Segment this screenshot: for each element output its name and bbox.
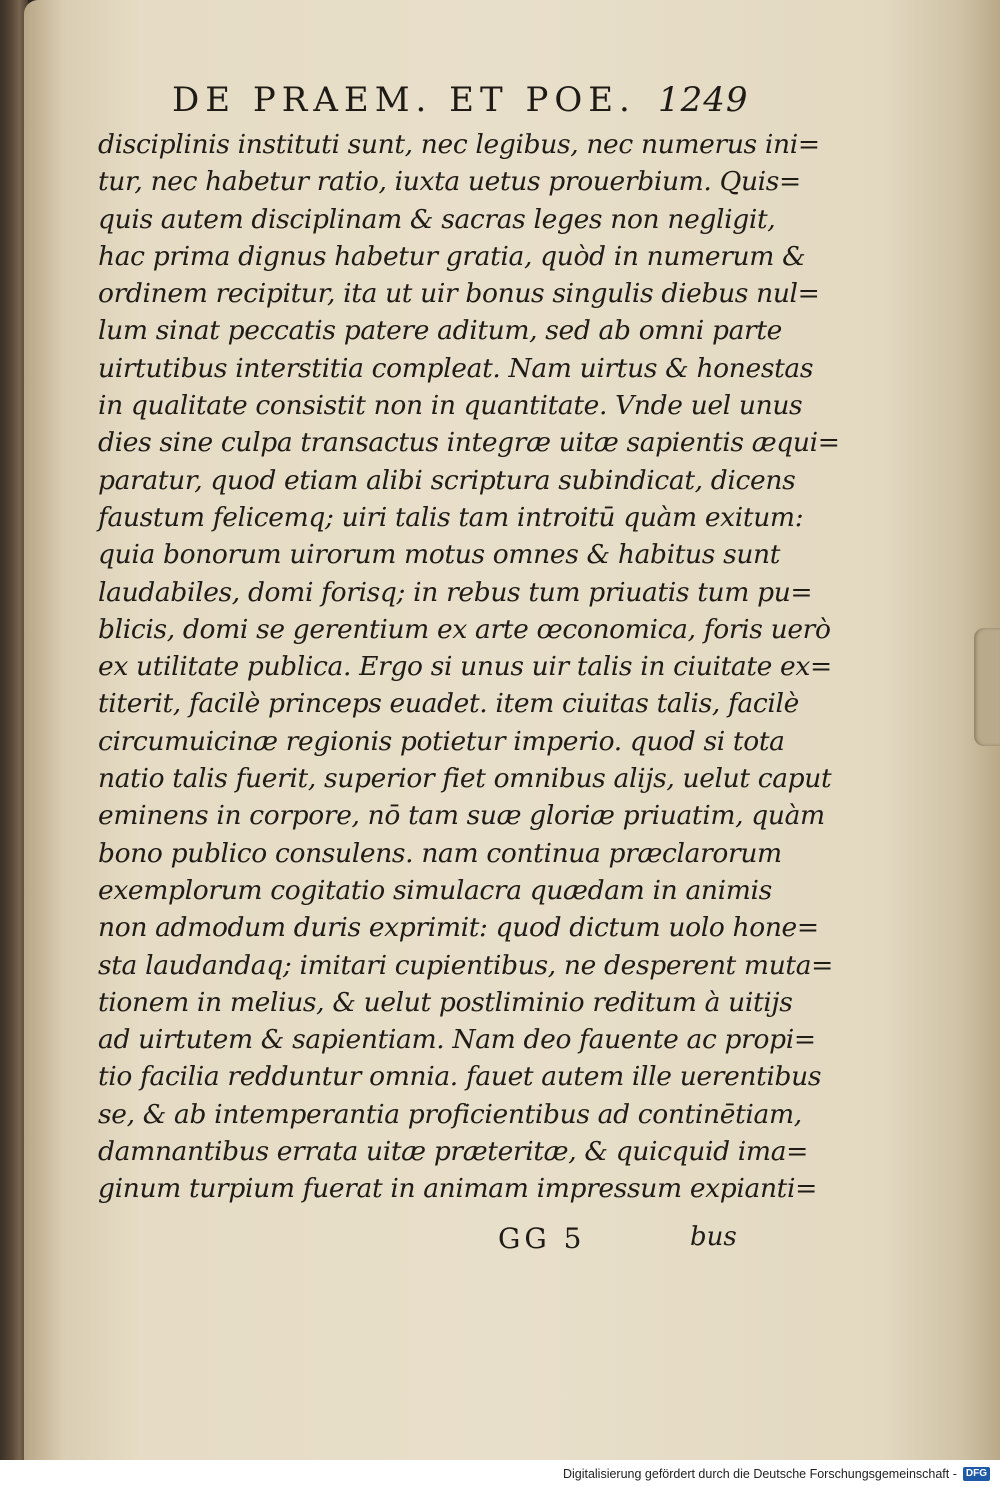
text-line: ex utilitate publica. Ergo si unus uir talis in ciuitate ex=: [98, 651, 832, 683]
text-line: circumuicinæ regionis potietur imperio. quod si tota: [98, 725, 785, 757]
text-line: paratur, quod etiam alibi scriptura subindicat, dicens: [98, 464, 796, 496]
text-line: tionem in melius, & uelut postliminio reditum à uitijs: [98, 986, 793, 1018]
funding-credit: [563, 1465, 990, 1483]
text-line: se, & ab intemperantia proficientibus ad continētiam,: [98, 1098, 802, 1130]
text-line: dies sine culpa transactus integræ uitæ sapientis æqui=: [98, 427, 840, 459]
text-line: ginum turpium fuerat in animam impressum expianti=: [98, 1173, 817, 1205]
text-line: non admodum duris exprimit: quod dictum uolo hone=: [98, 912, 819, 944]
text-line: exemplorum cogitatio simulacra quædam in animis: [98, 874, 772, 906]
text-line: lum sinat peccatis patere aditum, sed ab omni parte: [98, 315, 782, 347]
credit-text: Digitalisierung gefördert durch die Deutsche Forschungsgemeinschaft -: [562, 1467, 957, 1481]
text-line: laudabiles, domi forisq; in rebus tum priuatis tum pu=: [98, 576, 813, 608]
running-head: [150, 80, 770, 120]
text-line: natio talis fuerit, superior fiet omnibus alijs, uelut caput: [98, 763, 832, 795]
page-edge-fold: [974, 628, 1000, 746]
text-line: ad uirtutem & sapientiam. Nam deo fauente ac propi=: [98, 1024, 816, 1056]
text-line: tur, nec habetur ratio, iuxta uetus prouerbium. Quis=: [98, 166, 801, 198]
text-line: uirtutibus interstitia compleat. Nam uirtus & honestas: [98, 352, 814, 384]
text-line: tio facilia redduntur omnia. fauet autem ille uerentibus: [98, 1061, 822, 1093]
page-number: 1249: [658, 80, 749, 120]
text-line: in qualitate consistit non in quantitate. Vnde uel unus: [98, 390, 803, 422]
catchword: bus: [690, 1222, 737, 1252]
body-text: [98, 126, 840, 1208]
text-line: damnantibus errata uitæ præteritæ, & quicquid ima=: [98, 1136, 808, 1168]
text-line: disciplinis instituti sunt, nec legibus, nec numerus ini=: [98, 129, 820, 160]
text-line: ordinem recipitur, ita ut uir bonus singulis diebus nul=: [98, 278, 820, 310]
signature-mark: GG 5: [498, 1222, 586, 1255]
text-line: hac prima dignus habetur gratia, quòd in numerum &: [98, 240, 806, 272]
text-line: quis autem disciplinam & sacras leges non negligit,: [98, 203, 776, 235]
text-line: eminens in corpore, nō tam suæ gloriæ priuatim, quàm: [98, 800, 825, 832]
dfg-logo-icon: DFG: [963, 1467, 990, 1481]
text-line: sta laudandaq; imitari cupientibus, ne desperent muta=: [98, 949, 834, 981]
footer-bar: [0, 1460, 1000, 1487]
text-line: faustum felicemq; uiri talis tam introitū quàm exitum:: [98, 501, 804, 533]
text-line: blicis, domi se gerentium ex arte œconomica, foris uerò: [98, 613, 831, 645]
text-line: bono publico consulens. nam continua præclarorum: [98, 837, 782, 869]
text-line: titerit, facilè princeps euadet. item ciuitas talis, facilè: [98, 688, 799, 720]
text-line: quia bonorum uirorum motus omnes & habitus sunt: [98, 539, 781, 571]
running-head-title: DE PRAEM. ET POE.: [172, 80, 636, 120]
